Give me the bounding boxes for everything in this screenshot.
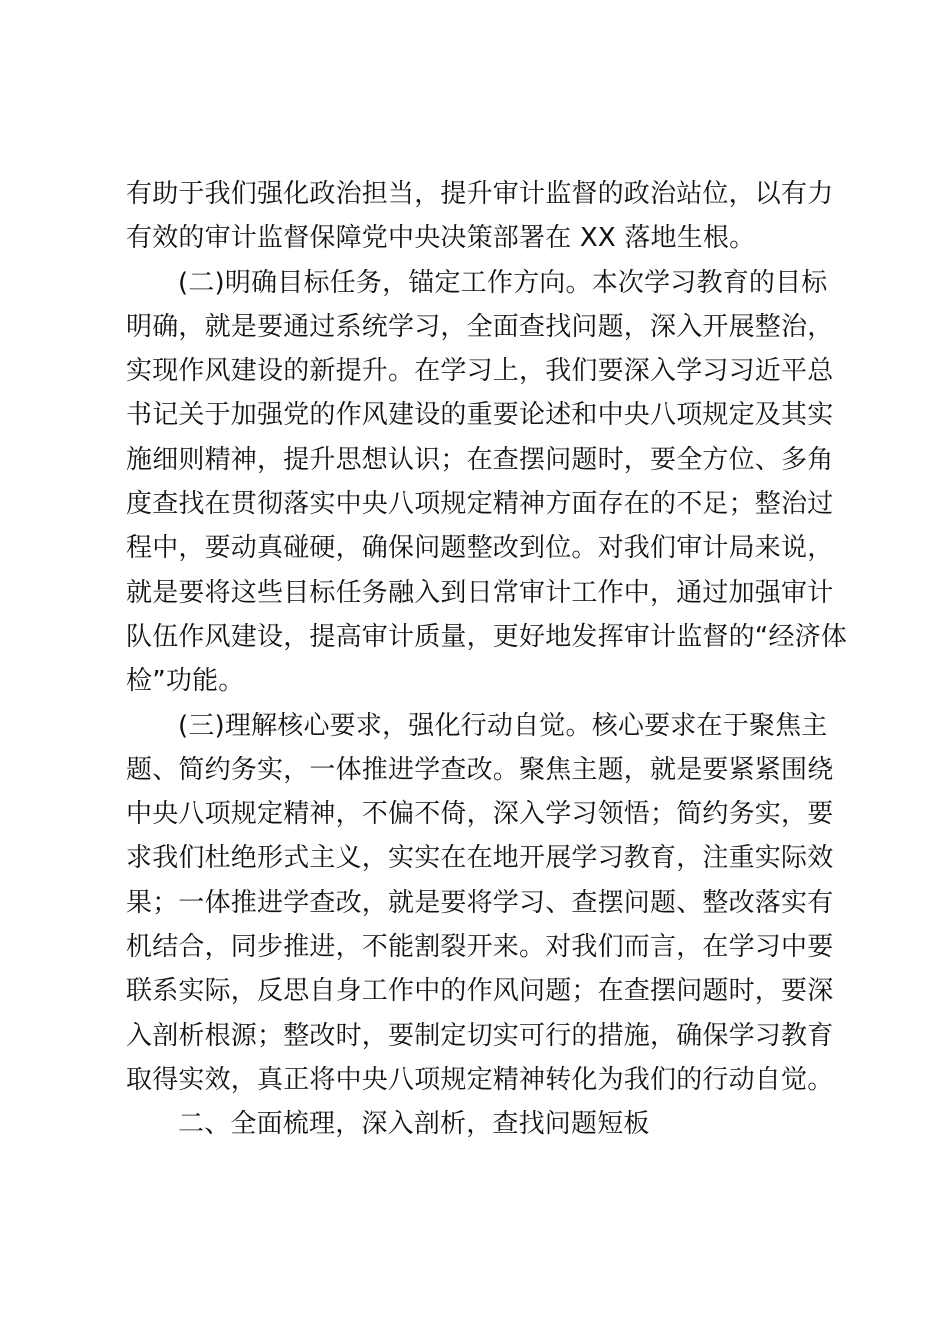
text-line: 实现作风建设的新提升。在学习上，我们要深入学习习近平总 xyxy=(126,356,834,387)
paragraph-objectives xyxy=(126,261,848,704)
text-line: 检”功能。 xyxy=(126,666,245,697)
text-line: 就是要将这些目标任务融入到日常审计工作中，通过加强审计 xyxy=(126,577,834,608)
text-line: 果；一体推进学查改，就是要将学习、查摆问题、整改落实有 xyxy=(126,887,834,918)
section-heading: 二、全面梳理，深入剖析，查找问题短板 xyxy=(178,1109,650,1140)
text-line: 有助于我们强化政治担当，提升审计监督的政治站位，以有力 xyxy=(126,179,834,209)
text-line: 度查找在贯彻落实中央八项规定精神方面存在的不足；整治过 xyxy=(126,489,834,520)
text-line: 题、简约务实，一体推进学查改。聚焦主题，就是要紧紧围绕 xyxy=(126,754,834,785)
text-line: 施细则精神，提升思想认识；在查摆问题时，要全方位、多角 xyxy=(126,444,834,475)
text-line: 中央八项规定精神，不偏不倚，深入学习领悟；简约务实，要 xyxy=(126,799,834,830)
text-line: 有效的审计监督保障党中央决策部署在 XX 落地生根。 xyxy=(126,223,756,254)
text-line: 机结合，同步推进，不能割裂开来。对我们而言，在学习中要 xyxy=(126,932,834,963)
paragraph-core-requirements xyxy=(126,704,834,1103)
document-body xyxy=(126,172,848,1147)
text-line: 入剖析根源；整改时，要制定切实可行的措施，确保学习教育 xyxy=(126,1020,834,1051)
text-line: 程中，要动真碰硬，确保问题整改到位。对我们审计局来说， xyxy=(126,533,834,564)
text-line: 取得实效，真正将中央八项规定精神转化为我们的行动自觉。 xyxy=(126,1064,834,1095)
text-line: (三)理解核心要求，强化行动自觉。核心要求在于聚焦主 xyxy=(178,710,828,741)
text-line: 书记关于加强党的作风建设的重要论述和中央八项规定及其实 xyxy=(126,400,834,431)
text-line: (二)明确目标任务，锚定工作方向。本次学习教育的目标 xyxy=(178,267,828,298)
text-line: 联系实际，反思自身工作中的作风问题；在查摆问题时，要深 xyxy=(126,976,834,1007)
text-line: 求我们杜绝形式主义，实实在在地开展学习教育，注重实际效 xyxy=(126,843,834,874)
paragraph-continuation xyxy=(126,172,834,261)
text-line: 队伍作风建设，提高审计质量，更好地发挥审计监督的“经济体 xyxy=(126,621,848,652)
text-line: 明确，就是要通过系统学习，全面查找问题，深入开展整治， xyxy=(126,311,834,342)
